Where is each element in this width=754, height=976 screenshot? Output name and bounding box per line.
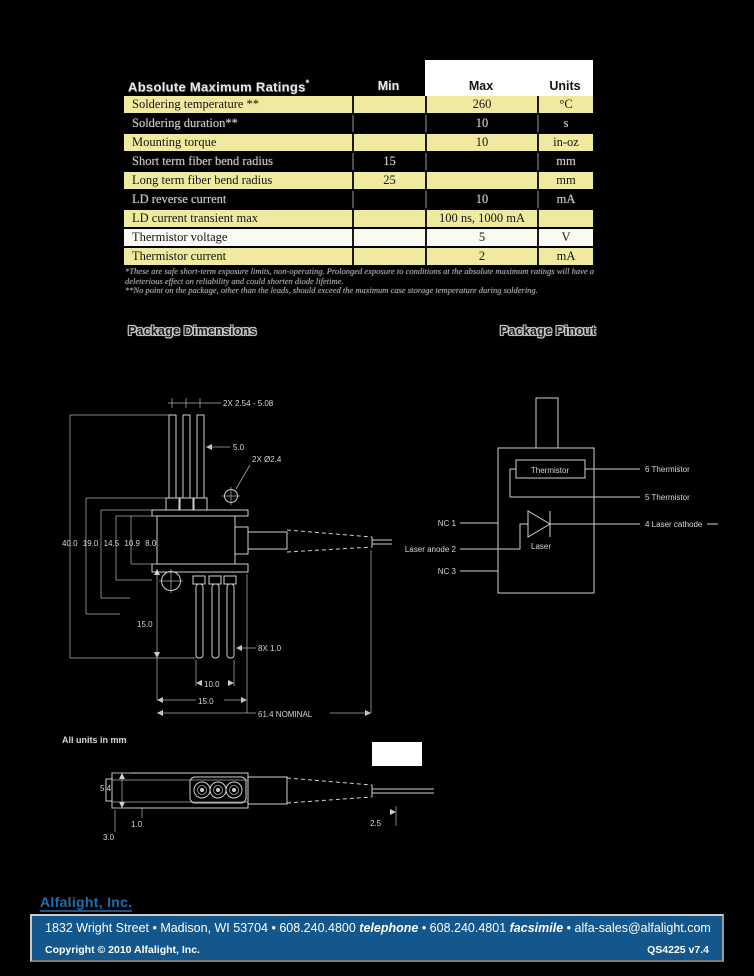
max-cell: 100 ns, 1000 mA [425,210,537,227]
table-title-ref: * [305,77,310,88]
table-body [124,96,593,265]
laser-label: Laser [531,542,552,551]
package-bottom-view-drawing [60,730,450,848]
package-pinout-title: Package Pinout [500,324,596,338]
lead-span-label: 10.0 [204,680,220,689]
units-cell: V [537,229,593,246]
pin-pitch-label: 2X 2.54 - 5.08 [223,399,274,408]
table-row [124,153,593,170]
lead-length-dimension [137,569,160,700]
pin5-label: 5 Thermistor [645,493,690,502]
footer-bar [30,914,724,962]
footer-address-line [45,921,722,935]
max-cell [425,172,537,189]
table-row [124,134,593,151]
param-cell: Soldering duration** [132,116,238,130]
param-cell: Thermistor voltage [132,230,228,244]
param-cell: Soldering temperature ** [132,97,260,111]
col-header-max: Max [468,79,494,93]
min-cell [352,191,425,208]
thermistor-symbol [516,460,585,478]
hole-diameter-label: 2X Ø2.4 [252,455,282,464]
telephone-label: telephone [359,921,419,935]
table-row [124,229,593,246]
table-row [124,191,593,208]
min-cell [352,229,425,246]
overall-length-dimension [157,550,371,719]
param-cell: Mounting torque [132,135,217,149]
footer-address: 1832 Wright Street • Madison, WI 53704 • 608.240.4800 [45,921,356,935]
min-cell [352,248,425,265]
bottom-view-body [106,773,434,808]
table-title-text: Absolute Maximum Ratings [128,79,306,95]
overall-length-label: 61.4 NOMINAL [258,710,313,719]
col-header-min: Min [377,79,400,93]
min-cell: 15 [352,153,425,170]
pin6-trace [585,465,690,474]
min-cell [352,96,425,113]
pin6-label: 6 Thermistor [645,465,690,474]
max-cell: 2 [425,248,537,265]
footer-fax-number: • 608.240.4801 [421,921,507,935]
lead-size-label: 8X 1.0 [258,644,282,653]
table-row [124,248,593,265]
package-dimensions-drawing [40,370,440,730]
pin-pitch-dimension [168,398,274,408]
pin4-label: 4 Laser cathode [645,520,703,529]
table-title [124,78,352,94]
pin2-label: Laser anode 2 [404,545,456,554]
footer-meta-line [45,944,709,956]
mount-hole-dimension [222,455,282,505]
thermistor-label: Thermistor [530,466,570,475]
param-cell: Short term fiber bend radius [132,154,273,168]
company-logo: Alfalight, Inc. [40,894,133,910]
max-cell: 260 [425,96,537,113]
top-pins [166,415,207,510]
body-width-label: 15.0 [198,697,214,706]
param-cell: LD current transient max [132,211,258,225]
min-cell [352,134,425,151]
param-cell: LD reverse current [132,192,227,206]
table-footnotes [125,267,603,296]
table-row [124,210,593,227]
units-cell [537,210,593,227]
doc-code: QS4225 v7.4 [647,944,709,956]
table-row [124,96,593,113]
side-offset-label: 1.0 [131,820,143,829]
max-cell: 10 [425,115,537,132]
units-cell: mA [537,248,593,265]
side-fiber-label: 2.5 [370,819,382,828]
package-pinout-drawing [404,380,722,605]
max-cell: 5 [425,229,537,246]
units-note: All units in mm [62,735,127,745]
table-row [124,172,593,189]
side-edge-label: 3.0 [103,833,115,842]
units-cell: s [537,115,593,132]
lead-span-dimension [196,660,234,689]
max-cell: 10 [425,191,537,208]
units-cell: mm [537,153,593,170]
units-cell: mm [537,172,593,189]
copyright-text: Copyright © 2010 Alfalight, Inc. [45,944,200,956]
param-cell: Thermistor current [132,249,227,263]
units-cell: °C [537,96,593,113]
table-header-row [124,76,593,96]
laser-diode-symbol [528,511,551,551]
footnote-1: *These are safe short-term exposure limits, non-operating. Prolonged exposure to conditions at the absolute maximum ratings will have a deleterious effect on reliability and could shorten diode lifetime. [125,266,595,286]
lead-size-dimension [236,644,282,653]
col-header-units: Units [549,79,581,93]
facsimile-label: facsimile [509,921,564,935]
side-height-label: 5.4 [100,784,112,793]
pin1-label: NC 1 [437,519,456,528]
package-dimensions-title: Package Dimensions [128,324,257,338]
pin3-label: NC 3 [437,567,456,576]
param-cell: Long term fiber bend radius [132,173,273,187]
footer-email: • alfa-sales@alfalight.com [566,921,711,935]
table-row [124,115,593,132]
package-body [152,510,392,593]
white-patch [372,742,422,766]
min-cell [352,115,425,132]
height-stack-label: 40.0 19.0 14.5 10.9 8.0 [62,539,157,548]
min-cell: 25 [352,172,425,189]
pinout-outline [498,398,594,593]
pin-length-dimension [206,443,245,452]
bottom-pins [193,576,236,658]
lead-length-label: 15.0 [137,620,153,629]
pin4-trace [550,520,718,529]
pin1-trace [438,519,498,528]
pin3-trace [438,567,498,576]
units-cell: in-oz [537,134,593,151]
max-cell [425,153,537,170]
max-cell: 10 [425,134,537,151]
units-cell: mA [537,191,593,208]
footnote-2: **No point on the package, other than the leads, should exceed the maximum case storage temperature during soldering. [125,285,538,295]
pin-length-label: 5.0 [233,443,245,452]
min-cell [352,210,425,227]
